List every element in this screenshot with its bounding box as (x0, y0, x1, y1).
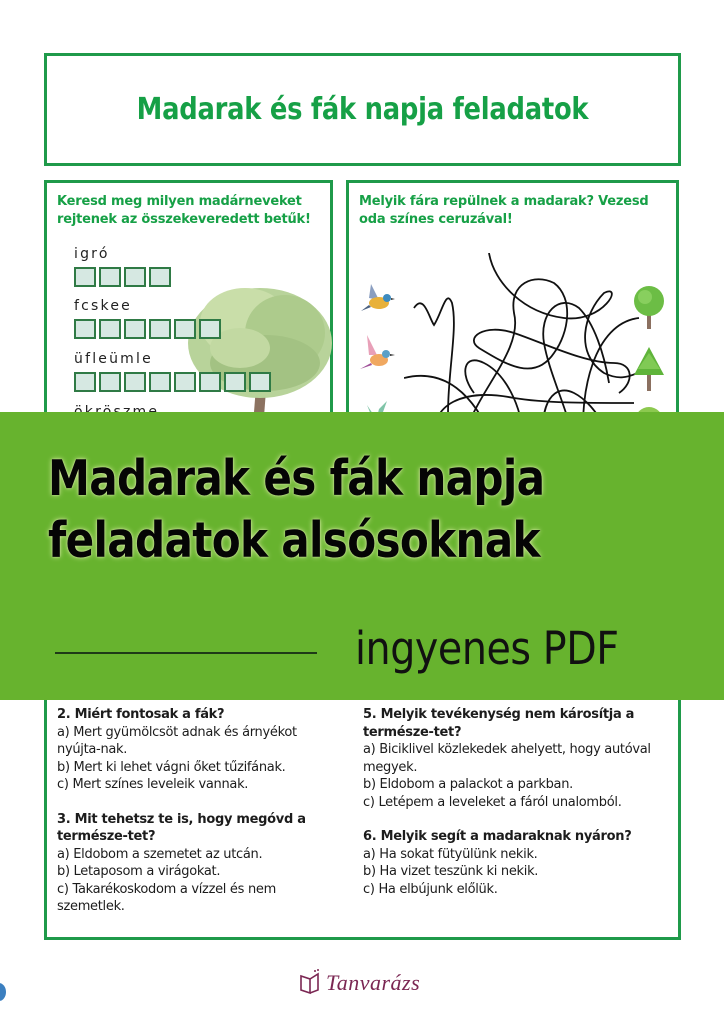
answer-cell[interactable] (124, 372, 146, 392)
answer-option: b) Eldobom a palackot a parkban. (363, 777, 573, 792)
scrambled-word: fcskee (74, 298, 132, 314)
maze-panel (346, 180, 679, 440)
answer-cell[interactable] (174, 372, 196, 392)
answer-option: c) Letépem a leveleket a fáról unalomból. (363, 794, 622, 810)
scramble-panel (44, 180, 333, 440)
answer-cell[interactable] (74, 319, 96, 339)
answer-cell[interactable] (249, 372, 271, 392)
answer-option: c) Ha elbújunk előlük. (363, 881, 498, 897)
banner-headline-line-1: Madarak és fák napja (48, 450, 545, 507)
answer-option: b) Mert ki lehet vágni őket tűzifának. (57, 759, 286, 775)
answer-cell[interactable] (149, 372, 171, 392)
brand-logo[interactable] (298, 968, 420, 996)
answer-cell[interactable] (74, 372, 96, 392)
question: 5. Melyik tevékenység nem károsítja a természe-tet? (363, 707, 635, 740)
answer-boxes (74, 372, 271, 392)
brand-name: Tanvarázs (326, 970, 421, 995)
banner-headline (48, 448, 598, 572)
scrambled-word: igró (74, 246, 110, 262)
question: 3. Mit tehetsz te is, hogy megóvd a természe-tet? (57, 811, 306, 844)
answer-cell[interactable] (74, 267, 96, 287)
book-icon (298, 968, 324, 996)
worksheet-title: Madarak és fák napja feladatok (136, 92, 589, 127)
bird-icon (357, 278, 397, 318)
answer-cell[interactable] (149, 319, 171, 339)
quiz-column-right (363, 706, 663, 898)
banner-headline-line-2: feladatok alsósoknak (48, 512, 540, 569)
banner-divider (55, 652, 317, 654)
tree-icon (632, 345, 666, 393)
answer-option: b) Letaposom a virágokat. (57, 864, 221, 879)
answer-cell[interactable] (199, 319, 221, 339)
maze-instruction: Melyik fára repülnek a madarak? Vezesd oda színes ceruzával! (359, 194, 649, 227)
answer-cell[interactable] (99, 267, 121, 287)
answer-cell[interactable] (174, 319, 196, 339)
tree-icon (632, 283, 666, 331)
promo-banner (0, 412, 724, 700)
scroll-indicator (0, 983, 6, 1001)
answer-boxes (74, 267, 171, 287)
scramble-instruction: Keresd meg milyen madárneveket rejtenek az összekeveredett betűk! (57, 194, 311, 227)
banner-subtitle: ingyenes PDF (355, 622, 619, 675)
question: 2. Miért fontosak a fák? (57, 707, 225, 722)
quiz-column-left (57, 706, 335, 916)
quiz-panel (44, 660, 681, 940)
answer-cell[interactable] (124, 319, 146, 339)
answer-option: c) Mert színes leveleik vannak. (57, 777, 249, 792)
answer-option: a) Biciklivel közlekedek ahelyett, hogy autóval megyek. (363, 742, 651, 775)
scrambled-word: üfleümle (74, 351, 153, 367)
answer-option: a) Eldobom a szemetet az utcán. (57, 846, 263, 862)
answer-boxes (74, 319, 221, 339)
answer-cell[interactable] (124, 267, 146, 287)
answer-option: a) Mert gyümölcsöt adnak és árnyékot nyújta-nak. (57, 724, 297, 757)
answer-cell[interactable] (99, 372, 121, 392)
answer-option: c) Takarékoskodom a vízzel és nem szemetlek. (57, 881, 276, 914)
answer-cell[interactable] (99, 319, 121, 339)
question: 6. Melyik segít a madaraknak nyáron? (363, 829, 632, 844)
worksheet-title-box (44, 53, 681, 166)
answer-option: b) Ha vizet teszünk ki nekik. (363, 864, 539, 879)
bird-icon (357, 333, 397, 373)
answer-cell[interactable] (224, 372, 246, 392)
answer-cell[interactable] (149, 267, 171, 287)
answer-option: a) Ha sokat fütyülünk nekik. (363, 846, 538, 862)
answer-cell[interactable] (199, 372, 221, 392)
